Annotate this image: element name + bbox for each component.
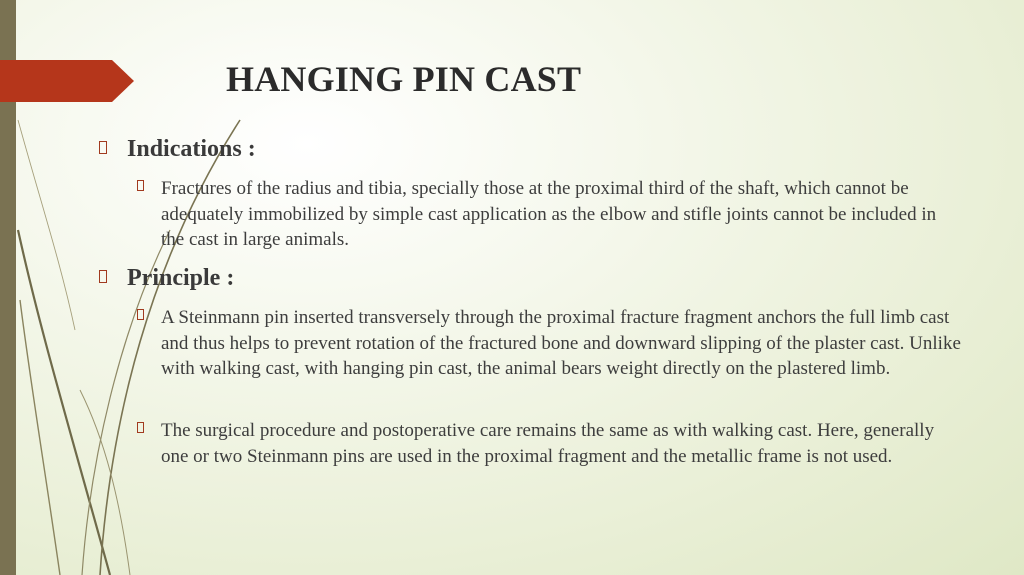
- indications-point: Fractures of the radius and tibia, specially those at the proximal third of the shaft, which cannot be adequately immobilized by simple cast application as the elbow and stifle joints cannot be included in the cast in large animals.: [161, 178, 937, 250]
- bullet-icon: [99, 270, 107, 283]
- principle-point-2: The surgical procedure and postoperative care remains the same as with walking cast. Here, generally one or two Steinmann pins are used in the proximal fragment and the metallic frame is not used.: [161, 420, 935, 467]
- bullet-icon: [99, 141, 107, 154]
- slide-title: HANGING PIN CAST: [226, 59, 582, 99]
- bullet-icon: [137, 422, 144, 433]
- principle-point-1: A Steinmann pin inserted transversely through the proximal fracture fragment anchors the full limb cast and thus helps to prevent rotation of the fractured bone and downward slipping of the plaster cast. Unlike with walking cast, with hanging pin cast, the animal bears weight directly on the plastered limb.: [161, 307, 961, 379]
- bullet-icon: [137, 309, 144, 320]
- bullet-icon: [137, 180, 144, 191]
- section-heading-indications: Indications :: [127, 136, 256, 162]
- section-heading-principle: Principle :: [127, 265, 235, 291]
